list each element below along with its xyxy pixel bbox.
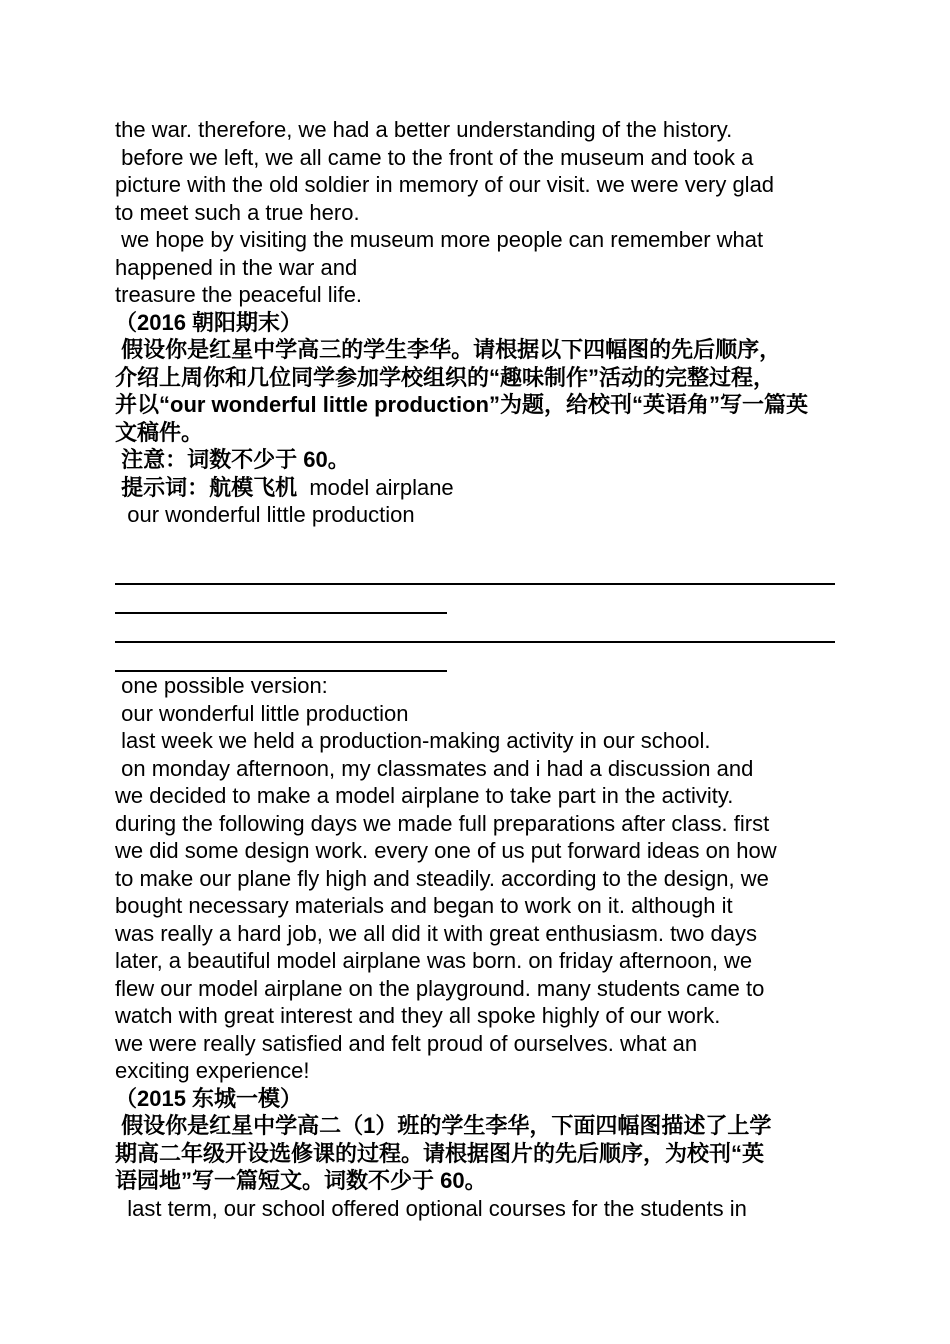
answer-line: we decided to make a model airplane to take part in the activity. [115,783,734,808]
answer-line: watch with great interest and they all spoke highly of our work. [115,1003,721,1028]
text-line: we hope by visiting the museum more people can remember what [115,227,764,252]
spacer [115,529,840,557]
answer-line: flew our model airplane on the playground. many students came to [115,975,765,1001]
question-text-line: 期高二年级开设选修课的过程。请根据图片的先后顺序，为校刊“英 [115,1140,765,1166]
hint-word: model airplane [297,474,454,500]
question-text-line: 文稿件。 [115,419,204,445]
answer-line: our wonderful little production [115,700,409,726]
answer-line: to make our plane fly high and steadily. according to the design, we [115,865,769,891]
hint-label: 提示词：航模飞机 [115,474,298,500]
text-line: last term, our school offered optional courses for the students in [115,1195,747,1221]
answer-line: was really a hard job, we all did it with great enthusiasm. two days [115,920,757,946]
question-text-line: 假设你是红星中学高三的学生李华。请根据以下四幅图的先后顺序， [115,337,782,362]
text-line: the war. therefore, we had a better understanding of the history. [115,117,733,142]
text-line: treasure the peaceful life. [115,282,363,307]
answer-line: during the following days we made full preparations after class. first [115,810,770,836]
text-line: picture with the old soldier in memory of our visit. we were very glad [115,172,775,197]
answer-line: we did some design work. every one of us put forward ideas on how [115,838,777,863]
question-hint [115,474,840,502]
question-text-line: 假设你是红星中学高二（1）班的学生李华，下面四幅图描述了上学 [115,1113,772,1138]
question-text-line: 并以“our wonderful little production”为题，给校刊“英语角”写一篇英 [115,392,808,417]
answer-blank-line [115,585,447,614]
question-text-line: 语园地”写一篇短文。词数不少于 60。 [115,1168,487,1193]
question-note: 注意：词数不少于 60。 [115,447,350,472]
answer-line: exciting experience! [115,1058,310,1083]
answer-blank-line [115,556,835,585]
answer-line: last week we held a production-making activity in our school. [115,728,711,753]
text-line: before we left, we all came to the front of the museum and took a [115,144,754,170]
answer-blank-line [115,614,835,643]
question-source: （2016 朝阳期末） [115,309,303,335]
answer-line: bought necessary materials and began to work on it. although it [115,893,733,918]
document-page [115,116,840,1222]
text-line: happened in the war and [115,254,358,280]
essay-title-line: our wonderful little production [115,502,415,527]
answer-line: on monday afternoon, my classmates and i had a discussion and [115,755,754,781]
question-text-line: 介绍上周你和几位同学参加学校组织的“趣味制作”活动的完整过程， [115,364,776,390]
question-source: （2015 东城一模） [115,1085,303,1111]
text-line: to meet such a true hero. [115,199,360,225]
answer-blank-line [115,643,447,672]
answer-line: we were really satisfied and felt proud of ourselves. what an [115,1030,698,1056]
answer-line: later, a beautiful model airplane was born. on friday afternoon, we [115,948,753,973]
answer-line: one possible version: [115,673,328,698]
